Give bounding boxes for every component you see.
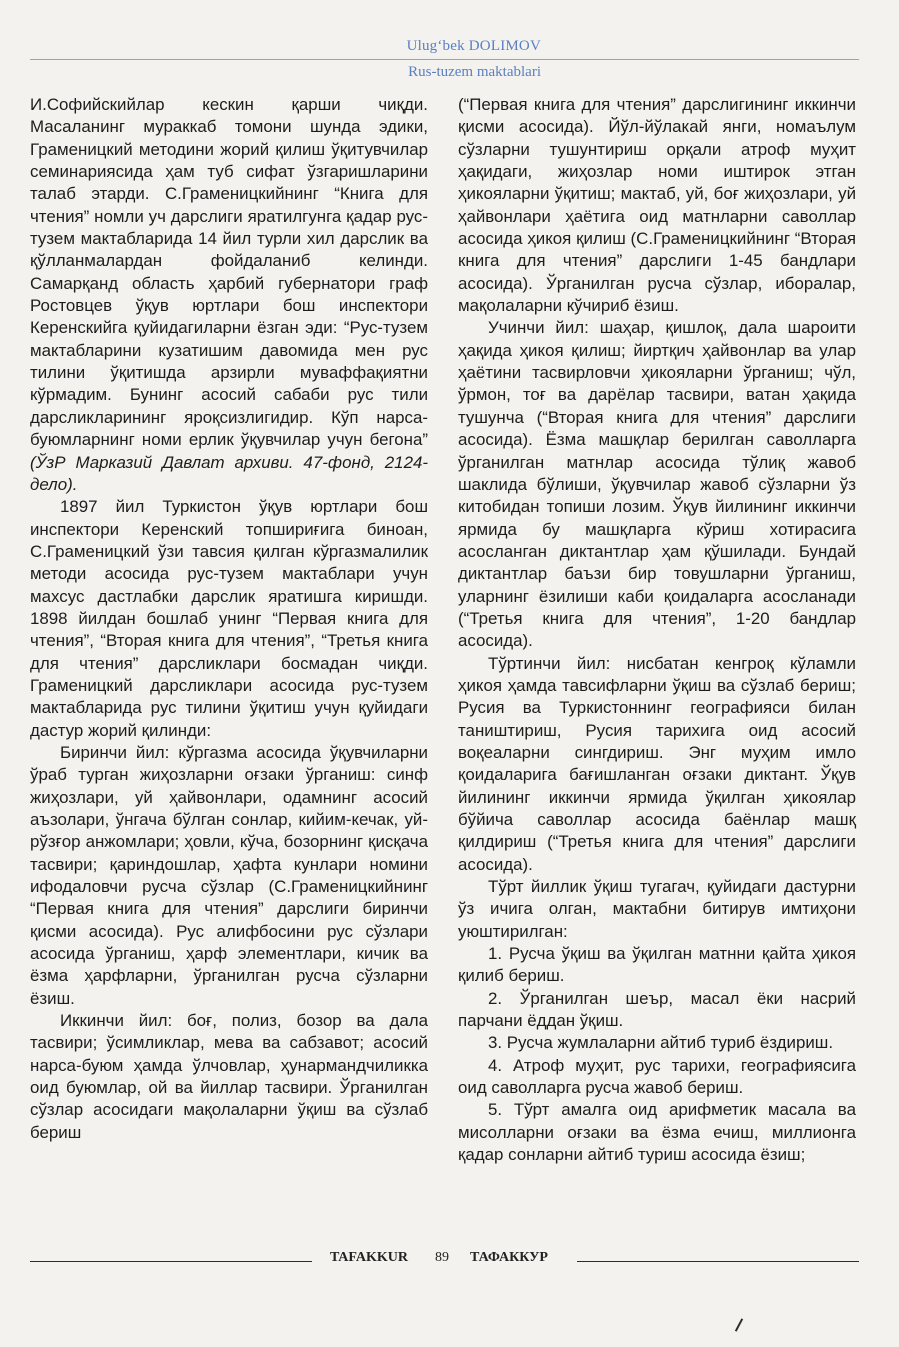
paragraph: Иккинчи йил: боғ, полиз, бозор ва дала тасвири; ўсимликлар, мева ва сабзавот; асосий нарса-буюм ҳамда ўлчовлар, ҳунармандчиликка оид буюмлар, ой ва йиллар тасвири. Ўрганилган сўзлар асосидаги мақолаларни ўқиш ва сўзлаб бериш — [30, 1011, 428, 1142]
left-column — [30, 94, 428, 1144]
running-footer — [30, 1250, 859, 1280]
list-item: 5. Тўрт амалга оид арифметик масала ва мисолларни оғзаки ва ёзма ечиш, миллионга қадар сонларни айтиб туриш асосида ёзиш; — [458, 1100, 856, 1165]
pen-mark — [735, 1318, 743, 1331]
footer-rule-right — [577, 1261, 859, 1262]
paragraph — [30, 94, 428, 496]
header-rule — [30, 59, 859, 60]
magazine-name-latin: TAFAKKUR — [330, 1250, 409, 1265]
magazine-name-cyrillic: ТАФАККУР — [470, 1250, 548, 1265]
running-header — [30, 34, 859, 84]
paragraph: Тўртинчи йил: нисбатан кенгроқ кўламли ҳикоя ҳамда тавсифларни ўқиш ва сўзлаб бериш; Русия ва Туркистоннинг географияси билан таништириш, Русия тарихига оид асосий воқеаларни сингдириш. Энг муҳим имло қоидаларига бағишланган оғзаки диктант. Ўқув йилининг иккинчи ярмида ўқилган ҳикоялар бўйича саволлар асосида баёнлар машқ қилдириш (“Третья книга для чтения” дарслиги асосида). — [458, 653, 856, 874]
paragraph-text: И.Софийскийлар кескин қарши чиқди. Масаланинг мураккаб томони шунда эдики, Граменицкий методини жорий қилиш ўқитувчилар семинариясида ҳам туб сифат ўзгаришларини талаб этарди. С.Граменицкийнинг “Книга для чтения” номли уч дарслиги яратилгунга қадар рус-тузем мактабларида 14 йил турли хил дарслик ва қўлланмалардан фойдаланиб келинди. Самарқанд область ҳарбий губернатори граф Ростовцев ўқув юртлари бош инспектори Керенскийга қуйидагиларни ёзган эди: “Рус-тузем мактабларини кузатишим давомида мен рус тилини ўқитишда арзирли муваффақиятни кўрмадим. Бунинг асосий сабаби рус тили дарсликларининг яроқсизлигидир. Кўп нарса-буюмларнинг номи ерлик ўқувчилар учун бегона” — [30, 95, 428, 450]
list-item: 2. Ўрганилган шеър, масал ёки насрий парчани ёддан ўқиш. — [458, 988, 856, 1031]
section-title: Rus-tuzem maktablari — [408, 64, 541, 80]
list-item: 1. Русча ўқиш ва ўқилган матнни қайта ҳикоя қилиб бериш. — [458, 944, 856, 986]
paragraph: 1897 йил Туркистон ўқув юртлари бош инспектори Керенский топшириғига биноан, С.Граменицкий ўзи тавсия қилган кўргазмалилик методи асосида рус-тузем мактаблари учун махсус дастлабки дарслик яратишга киришди. 1898 йилдан бошлаб унинг “Первая книга для чтения”, “Вторая книга для чтения”, “Третья книга для чтения” дарсликлари босмадан чиқди. Граменицкий дарсликлари асосида рус-тузем мактабларида рус тилини ўқитиш учун қуйидаги дастур жорий қилинди: — [30, 497, 428, 740]
list-item: 3. Русча жумлаларни айтиб туриб ёздириш. — [488, 1033, 834, 1053]
paragraph: Биринчи йил: кўргазма асосида ўқувчиларни ўраб турган жиҳозларни оғзаки ўрганиш: синф жиҳозлари, уй ҳайвонлари, одамнинг асосий аъзолари, ўнгача бўлган сонлар, кийим-кечак, уй-рўзғор анжомлари; ҳовли, кўча, бозорнинг қисқача тасвири; қариндошлар, ҳафта кунлари номини ифодаловчи русча сўзлар (С.Граменицкийнинг “Первая книга для чтения” дарслиги биринчи қисми асосида). Рус алифбосини рус сўзлари асосида ўрганиш, ҳарф элементлари, кичик ва ёзма ҳарфларни, ўрганилган русча сўзларни ёзиш. — [30, 742, 428, 1008]
archive-citation: (ЎзР Марказий Давлат архиви. 47-фонд, 2124-дело). — [30, 452, 428, 494]
paragraph: Учинчи йил: шаҳар, қишлоқ, дала шароити ҳақида ҳикоя қилиш; йиртқич ҳайвонлар ва улар ҳаётини тасвирловчи ҳикояларни ўрганиш; чўл, ўрмон, тоғ ва дарёлар тасвири, ватан ҳақида тушунча (“Вторая книга для чтения” дарслиги асосида). Ёзма машқлар берилган саволларга ўрганилган матнлар асосида тўлиқ жавоб шаклида бўлиши, ўқувчилар жавоб сўзларни ўз китобидан топиши лозим. Ўқув йилининг иккинчи ярмида бу машқларга кўриш хотирасига асосланган диктантлар ҳам қўшилади. Бундай диктантлар баъзи бир товушларни ўрганиш, уларнинг ёзилиши каби қоидаларга асосланади (“Третья книга для чтения”, 1-20 бандлар асосида). — [458, 318, 856, 651]
right-column — [458, 94, 856, 1167]
footer-rule-left — [30, 1261, 312, 1262]
paragraph: (“Первая книга для чтения” дарслигининг иккинчи қисми асосида). Йўл-йўлакай янги, номаълум сўзларни тушунтириш орқали атроф муҳит ҳақидаги, жиҳозлар номи иштирок этган ҳикояларни ўқитиш; мактаб, уй, боғ жиҳозлари, уй ҳайвонлари ҳаётига оид матнларни саволлар асосида ҳикоя қилиш (С.Граменицкийнинг “Вторая книга для чтения” дарслиги 1-45 бандлари асосида). Ўрганилган русча сўзлар, иборалар, мақолаларни кўчириб ёзиш. — [458, 95, 856, 316]
page-number: 89 — [435, 1250, 449, 1265]
paragraph: Тўрт йиллик ўқиш тугагач, қуйидаги дастурни ўз ичига олган, мактабни битирув имтиҳони уюштирилган: — [458, 877, 856, 941]
author-name: Ulug‘bek DOLIMOV — [406, 38, 541, 54]
list-item: 4. Атроф муҳит, рус тарихи, географиясига оид саволларга русча жавоб бериш. — [458, 1055, 856, 1098]
